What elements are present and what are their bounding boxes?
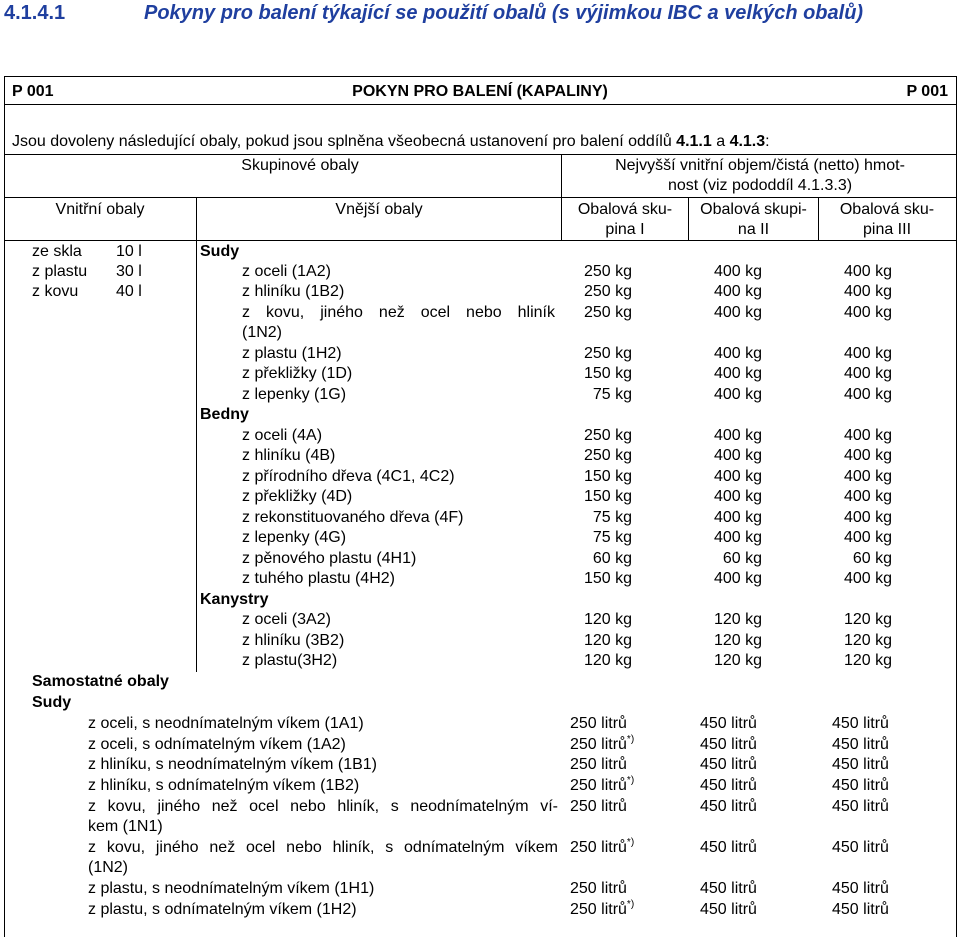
inner-material: z plastu bbox=[32, 263, 88, 280]
pg3-value: 400 kg bbox=[843, 488, 892, 505]
rule-under-subheaders bbox=[4, 197, 956, 198]
pg2-value: 450 litrů bbox=[700, 901, 757, 918]
intro-text bbox=[12, 132, 770, 152]
pg2-value: 120 kg bbox=[713, 611, 762, 628]
pg1-value: 250 litrů bbox=[570, 756, 627, 773]
single-pg1 bbox=[570, 776, 634, 796]
outer-row-label: z hliníku (3B2) bbox=[242, 632, 345, 649]
pg1-value: 120 kg bbox=[583, 632, 632, 649]
pg1-value: 250 kg bbox=[583, 447, 632, 464]
single-row-label: z plastu, s odnímatelným víkem (1H2) bbox=[88, 901, 357, 918]
pg1-value: 250 litrů bbox=[570, 880, 627, 897]
pg3-value: 450 litrů bbox=[832, 756, 889, 773]
pg2-value: 400 kg bbox=[713, 468, 762, 485]
pg1-value: 250 kg bbox=[583, 263, 632, 280]
outer-row-label: z plastu(3H2) bbox=[242, 652, 338, 669]
pg1-value: 250 kg bbox=[583, 283, 632, 300]
inner-capacity: 40 l bbox=[116, 283, 142, 300]
pg2-value: 120 kg bbox=[713, 652, 762, 669]
col-divider-inner-outer bbox=[196, 197, 197, 672]
pg2-value: 400 kg bbox=[713, 283, 762, 300]
single-row-label: z kovu, jiného než ocel nebo hliník, s neodnímatelným ví- bbox=[88, 798, 558, 815]
pg2-value: 60 kg bbox=[722, 550, 762, 567]
col-divider-outer-pg1 bbox=[561, 154, 562, 240]
instruction-title: POKYN PRO BALENÍ (KAPALINY) bbox=[352, 83, 608, 100]
pg3-value: 400 kg bbox=[843, 386, 892, 403]
single-pg1 bbox=[570, 838, 634, 858]
section-title: Pokyny pro balení týkající se použití obalů (s výjimkou IBC a velkých obalů) bbox=[144, 2, 864, 24]
outer-row-label: z lepenky (1G) bbox=[242, 386, 347, 403]
header-max-line1: Nejvyšší vnitřní objem/čistá (netto) hmot- bbox=[615, 157, 905, 174]
pg1-value: 250 kg bbox=[583, 427, 632, 444]
pg1-value: 150 kg bbox=[583, 488, 632, 505]
pg2-value: 450 litrů bbox=[700, 798, 757, 815]
footnote-mark: *) bbox=[626, 899, 635, 910]
intro-prefix: Jsou dovoleny následující obaly, pokud jsou splněna všeobecná ustanovení pro balení oddílů bbox=[12, 133, 677, 150]
pg2-value: 400 kg bbox=[713, 488, 762, 505]
intro-ref-413: 4.1.3 bbox=[729, 133, 766, 150]
group-heading-drums: Sudy bbox=[200, 243, 240, 260]
single-pg1 bbox=[570, 755, 627, 775]
pg2-value: 400 kg bbox=[713, 304, 762, 321]
pg3-value: 400 kg bbox=[843, 427, 892, 444]
header-pg2-line2: na II bbox=[737, 221, 770, 238]
pg1-value: 120 kg bbox=[583, 611, 632, 628]
pg1-value: 250 litrů bbox=[570, 839, 627, 856]
intro-suffix: : bbox=[765, 133, 770, 150]
instruction-code-right: P 001 bbox=[906, 83, 948, 100]
pg3-value: 400 kg bbox=[843, 263, 892, 280]
pg2-value: 450 litrů bbox=[700, 777, 757, 794]
pg1-value: 120 kg bbox=[583, 652, 632, 669]
pg3-value: 450 litrů bbox=[832, 839, 889, 856]
pg2-value: 400 kg bbox=[713, 263, 762, 280]
pg3-value: 450 litrů bbox=[832, 715, 889, 732]
pg3-value: 400 kg bbox=[843, 529, 892, 546]
single-row-label: z oceli, s neodnímatelným víkem (1A1) bbox=[88, 715, 364, 732]
single-row-label: z hliníku, s neodnímatelným víkem (1B1) bbox=[88, 756, 378, 773]
footnote-mark: *) bbox=[626, 775, 635, 786]
pg3-value: 450 litrů bbox=[832, 777, 889, 794]
single-packagings-title: Samostatné obaly bbox=[32, 673, 169, 690]
pg3-value: 400 kg bbox=[843, 447, 892, 464]
pg3-value: 120 kg bbox=[843, 611, 892, 628]
header-pg3-line1: Obalová sku- bbox=[839, 201, 935, 218]
group-heading-boxes: Bedny bbox=[200, 406, 249, 423]
outer-row-label: z přírodního dřeva (4C1, 4C2) bbox=[242, 468, 455, 485]
pg1-value: 250 kg bbox=[583, 304, 632, 321]
pg2-value: 120 kg bbox=[713, 632, 762, 649]
pg1-value: 150 kg bbox=[583, 365, 632, 382]
outer-row-label: z plastu (1H2) bbox=[242, 345, 342, 362]
pg3-value: 400 kg bbox=[843, 570, 892, 587]
pg3-value: 400 kg bbox=[843, 468, 892, 485]
pg2-value: 400 kg bbox=[713, 427, 762, 444]
single-row-label: z plastu, s neodnímatelným víkem (1H1) bbox=[88, 880, 375, 897]
pg2-value: 400 kg bbox=[713, 345, 762, 362]
pg2-value: 400 kg bbox=[713, 509, 762, 526]
pg3-value: 120 kg bbox=[843, 632, 892, 649]
pg1-value: 75 kg bbox=[592, 509, 632, 526]
pg3-value: 60 kg bbox=[852, 550, 892, 567]
inner-capacity: 10 l bbox=[116, 243, 142, 260]
pg2-value: 400 kg bbox=[713, 529, 762, 546]
header-max-line2: nost (viz pododdíl 4.1.3.3) bbox=[667, 177, 853, 194]
inner-capacity: 30 l bbox=[116, 263, 142, 280]
header-pg1-line1: Obalová sku- bbox=[577, 201, 673, 218]
outer-row-label: z pěnového plastu (4H1) bbox=[242, 550, 417, 567]
pg3-value: 400 kg bbox=[843, 509, 892, 526]
pg1-value: 250 litrů bbox=[570, 798, 627, 815]
pg2-value: 450 litrů bbox=[700, 715, 757, 732]
pg2-value: 400 kg bbox=[713, 386, 762, 403]
col-divider-pg1-pg2 bbox=[688, 197, 689, 240]
footnote-mark: *) bbox=[626, 734, 635, 745]
outer-row-label: z oceli (4A) bbox=[242, 427, 323, 444]
pg2-value: 450 litrů bbox=[700, 756, 757, 773]
inner-material: z kovu bbox=[32, 283, 79, 300]
outer-row-label-cont: (1N2) bbox=[242, 324, 283, 341]
col-divider-pg2-pg3 bbox=[818, 197, 819, 240]
instruction-code-left: P 001 bbox=[12, 83, 54, 100]
rule-under-intro bbox=[4, 154, 956, 155]
pg1-value: 75 kg bbox=[592, 386, 632, 403]
pg1-value: 150 kg bbox=[583, 468, 632, 485]
pg3-value: 400 kg bbox=[843, 365, 892, 382]
pg3-value: 450 litrů bbox=[832, 901, 889, 918]
pg2-value: 450 litrů bbox=[700, 839, 757, 856]
single-row-label-cont: (1N2) bbox=[88, 859, 129, 876]
inner-material: ze skla bbox=[32, 243, 82, 260]
group-heading-jerricans: Kanystry bbox=[200, 591, 269, 608]
pg2-value: 400 kg bbox=[713, 365, 762, 382]
outer-row-label: z překližky (1D) bbox=[242, 365, 353, 382]
rule-under-title bbox=[4, 104, 956, 105]
pg2-value: 450 litrů bbox=[700, 736, 757, 753]
single-pg1 bbox=[570, 900, 634, 920]
intro-mid: a bbox=[711, 133, 730, 150]
pg3-value: 450 litrů bbox=[832, 736, 889, 753]
single-row-label: z kovu, jiného než ocel nebo hliník, s odnímatelným víkem bbox=[88, 839, 558, 856]
pg2-value: 400 kg bbox=[713, 570, 762, 587]
intro-ref-411: 4.1.1 bbox=[676, 133, 712, 150]
pg1-value: 250 litrů bbox=[570, 715, 627, 732]
pg1-value: 250 kg bbox=[583, 345, 632, 362]
pg1-value: 250 litrů bbox=[570, 736, 627, 753]
header-inner: Vnitřní obaly bbox=[55, 201, 145, 218]
pg1-value: 250 litrů bbox=[570, 901, 627, 918]
single-group-drums: Sudy bbox=[32, 694, 72, 711]
section-number: 4.1.4.1 bbox=[4, 2, 66, 24]
single-pg1 bbox=[570, 735, 634, 755]
outer-row-label: z lepenky (4G) bbox=[242, 529, 347, 546]
pg3-value: 400 kg bbox=[843, 283, 892, 300]
single-pg1 bbox=[570, 714, 627, 734]
header-combination: Skupinové obaly bbox=[241, 157, 359, 174]
outer-row-label: z tuhého plastu (4H2) bbox=[242, 570, 395, 587]
outer-row-label: z oceli (3A2) bbox=[242, 611, 331, 628]
footnote-mark: *) bbox=[626, 837, 635, 848]
pg1-value: 60 kg bbox=[592, 550, 632, 567]
header-pg1-line2: pina I bbox=[605, 221, 645, 238]
pg2-value: 450 litrů bbox=[700, 880, 757, 897]
pg3-value: 400 kg bbox=[843, 304, 892, 321]
outer-row-label: z rekonstituovaného dřeva (4F) bbox=[242, 509, 464, 526]
outer-row-label: z hliníku (1B2) bbox=[242, 283, 345, 300]
section-heading bbox=[4, 2, 954, 28]
outer-row-label: z překližky (4D) bbox=[242, 488, 353, 505]
pg3-value: 400 kg bbox=[843, 345, 892, 362]
pg3-value: 450 litrů bbox=[832, 880, 889, 897]
pg3-value: 120 kg bbox=[843, 652, 892, 669]
outer-row-label: z oceli (1A2) bbox=[242, 263, 331, 280]
pg1-value: 250 litrů bbox=[570, 777, 627, 794]
pg3-value: 450 litrů bbox=[832, 798, 889, 815]
pg1-value: 150 kg bbox=[583, 570, 632, 587]
header-pg2-line1: Obalová skupi- bbox=[700, 201, 807, 218]
single-row-label: z hliníku, s odnímatelným víkem (1B2) bbox=[88, 777, 360, 794]
header-pg3-line2: pina III bbox=[862, 221, 912, 238]
single-pg1 bbox=[570, 797, 627, 817]
single-row-label: z oceli, s odnímatelným víkem (1A2) bbox=[88, 736, 346, 753]
outer-row-label: z hliníku (4B) bbox=[242, 447, 336, 464]
pg2-value: 400 kg bbox=[713, 447, 762, 464]
header-outer: Vnější obaly bbox=[335, 201, 423, 218]
single-row-label-cont: kem (1N1) bbox=[88, 818, 163, 835]
outer-row-label: z kovu, jiného než ocel nebo hliník bbox=[242, 304, 555, 321]
single-pg1 bbox=[570, 879, 627, 899]
rule-under-headers bbox=[4, 240, 956, 241]
pg1-value: 75 kg bbox=[592, 529, 632, 546]
